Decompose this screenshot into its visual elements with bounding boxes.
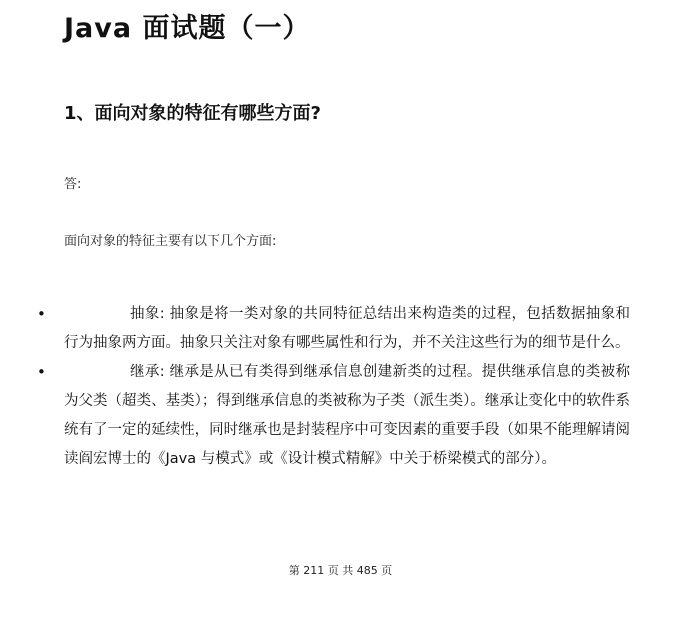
bullet-item-inheritance bbox=[37, 358, 630, 474]
page-footer: 第 211 页 共 485 页 bbox=[288, 564, 393, 577]
bullet-list bbox=[0, 300, 681, 474]
document-title: Java 面试题（一） bbox=[64, 13, 311, 44]
answer-label: 答: bbox=[64, 177, 82, 192]
bullet-text-abstraction: 抽象: 抽象是将一类对象的共同特征总结出来构造类的过程，包括数据抽象和行为抽象两方面。抽象只关注对象有哪些属性和行为，并不关注这些行为的细节是什么。 bbox=[64, 306, 630, 351]
bullet-marker: • bbox=[37, 305, 46, 323]
bullet-item-abstraction bbox=[37, 300, 630, 358]
question-heading: 1、面向对象的特征有哪些方面? bbox=[64, 103, 321, 124]
bullet-text-inheritance: 继承: 继承是从已有类得到继承信息创建新类的过程。提供继承信息的类被称为父类（超类、基类）；得到继承信息的类被称为子类（派生类）。继承让变化中的软件系统有了一定的延续性，同时继承也是封装程序中可变因素的重要手段（如果不能理解请阅读阎宏博士的《Java 与模式》或《设计模式精解》中关于桥梁模式的部分）。 bbox=[64, 364, 630, 467]
bullet-marker: • bbox=[37, 363, 46, 381]
intro-paragraph: 面向对象的特征主要有以下几个方面: bbox=[64, 234, 277, 249]
